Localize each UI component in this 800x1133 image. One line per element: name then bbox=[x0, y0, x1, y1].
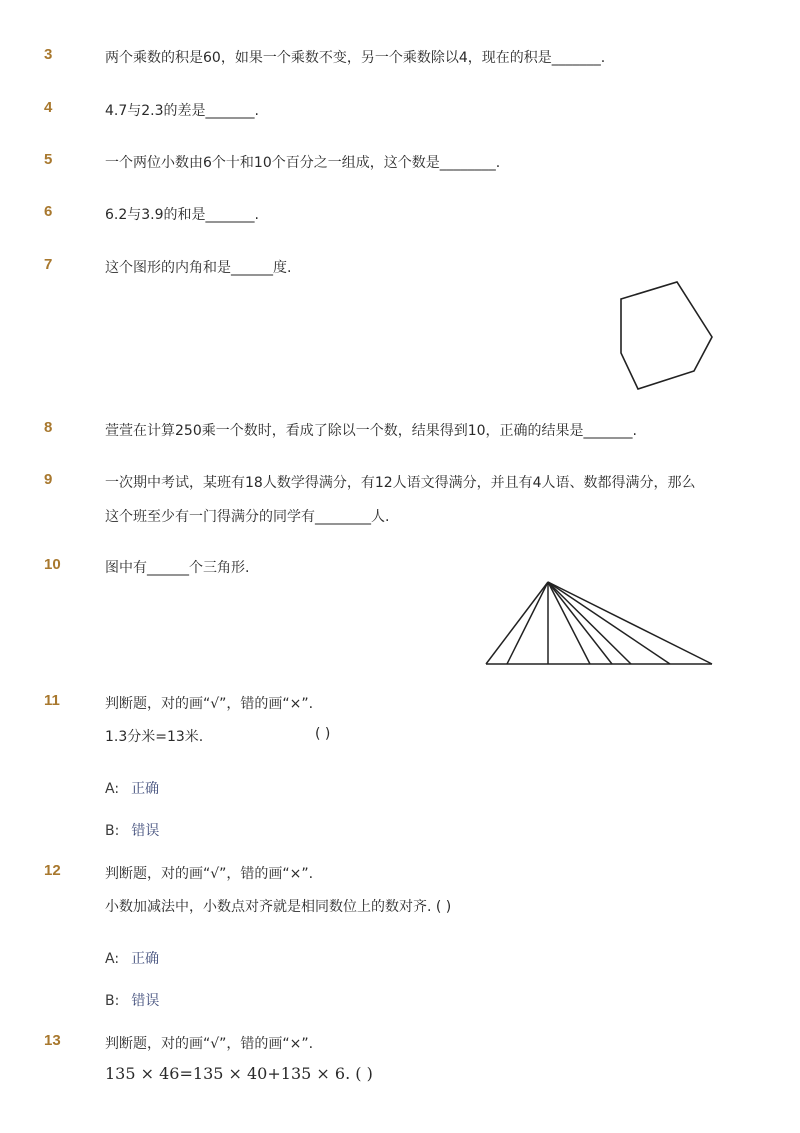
fan-line bbox=[548, 582, 590, 664]
option-b[interactable] bbox=[105, 820, 159, 840]
option-letter: A: bbox=[105, 951, 120, 967]
question-text: 这个图形的内角和是______度. bbox=[105, 260, 292, 276]
question-text: 萱萱在计算250乘一个数时，看成了除以一个数，结果得到10，正确的结果是_______. bbox=[105, 423, 637, 439]
fan-line bbox=[486, 582, 548, 664]
question-text: 图中有______个三角形. bbox=[105, 560, 250, 576]
question-text: 一个两位小数由6个十和10个百分之一组成，这个数是________. bbox=[105, 155, 501, 171]
question-number: 12 bbox=[44, 862, 61, 879]
question-text-line-2: 135 × 46=135 × 40+135 × 6. ( ) bbox=[105, 1064, 373, 1083]
option-value: 错误 bbox=[131, 993, 160, 1009]
question-text-line-2: 1.3分米=13米. bbox=[105, 729, 204, 745]
question-text-line-1: 一次期中考试，某班有18人数学得满分，有12人语文得满分，并且有4人语、数都得满分，那么 bbox=[105, 475, 696, 491]
option-value: 错误 bbox=[131, 823, 160, 839]
fan-line bbox=[548, 582, 670, 664]
question-text-line-1: 判断题，对的画“√”，错的画“×”. bbox=[105, 866, 314, 882]
fan-line bbox=[548, 582, 712, 664]
option-letter: A: bbox=[105, 781, 120, 797]
question-number: 5 bbox=[44, 151, 53, 168]
question-text: 两个乘数的积是60，如果一个乘数不变，另一个乘数除以4，现在的积是_______. bbox=[105, 50, 606, 66]
option-value: 正确 bbox=[131, 781, 160, 797]
option-a[interactable] bbox=[105, 948, 159, 968]
question-number: 13 bbox=[44, 1032, 61, 1049]
question-text: 6.2与3.9的和是_______. bbox=[105, 207, 259, 223]
question-number: 9 bbox=[44, 471, 53, 488]
question-number: 6 bbox=[44, 203, 53, 220]
option-letter: B: bbox=[105, 993, 120, 1009]
fan-line bbox=[548, 582, 612, 664]
question-text: 4.7与2.3的差是_______. bbox=[105, 103, 259, 119]
question-number: 11 bbox=[44, 692, 60, 709]
question-number: 8 bbox=[44, 419, 53, 436]
question-number: 10 bbox=[44, 556, 61, 573]
option-b[interactable] bbox=[105, 990, 159, 1010]
question-number: 7 bbox=[44, 256, 53, 273]
question-number: 3 bbox=[44, 46, 53, 63]
question-text-line-1: 判断题，对的画“√”，错的画“×”. bbox=[105, 1036, 314, 1052]
question-text-line-2: 小数加减法中，小数点对齐就是相同数位上的数对齐. ( ) bbox=[105, 899, 452, 915]
answer-parentheses: ( ) bbox=[315, 726, 331, 742]
question-text-line-1: 判断题，对的画“√”，错的画“×”. bbox=[105, 696, 314, 712]
question-number: 4 bbox=[44, 99, 53, 116]
question-text-line-2: 这个班至少有一门得满分的同学有________人. bbox=[105, 509, 390, 525]
fan-line bbox=[548, 582, 631, 664]
option-letter: B: bbox=[105, 823, 120, 839]
fan-line bbox=[507, 582, 548, 664]
option-a[interactable] bbox=[105, 778, 159, 798]
option-value: 正确 bbox=[131, 951, 160, 967]
